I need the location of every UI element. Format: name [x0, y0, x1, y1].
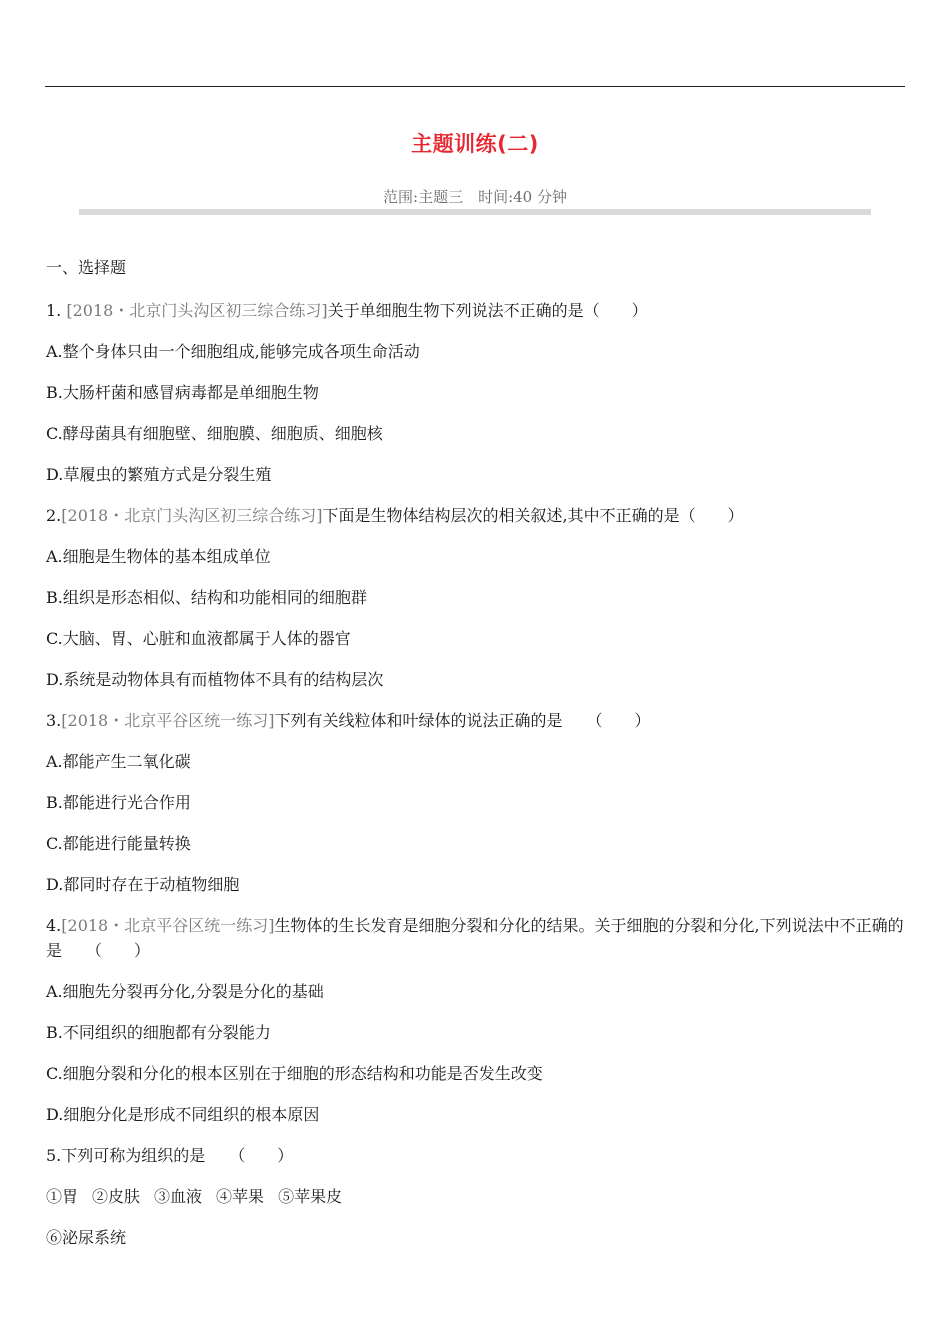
- question-3-option-c: C.都能进行能量转换: [46, 834, 191, 853]
- question-3-stem: [46, 708, 908, 734]
- item-1: ①胃: [46, 1187, 79, 1206]
- question-source: [2018・北京门头沟区初三综合练习]: [66, 301, 328, 320]
- item-2: ②皮肤: [92, 1187, 141, 1206]
- item-4: ④苹果: [216, 1187, 265, 1206]
- question-2-option-a: A.细胞是生物体的基本组成单位: [46, 547, 271, 566]
- question-1-stem: [46, 298, 908, 324]
- question-2-option-b: B.组织是形态相似、结构和功能相同的细胞群: [46, 588, 367, 607]
- question-number: 5.: [46, 1146, 62, 1165]
- question-number: 2.: [46, 506, 62, 525]
- question-number: 1.: [46, 301, 67, 320]
- question-source: [2018・北京平谷区统一练习]: [61, 711, 275, 730]
- question-text: 下面是生物体结构层次的相关叙述,其中不正确的是（ ）: [322, 506, 744, 525]
- question-1-option-a: A.整个身体只由一个细胞组成,能够完成各项生命活动: [46, 342, 420, 361]
- question-text: 下列可称为组织的是 （ ）: [61, 1146, 294, 1165]
- question-3-option-a: A.都能产生二氧化碳: [46, 752, 191, 771]
- question-text: 关于单细胞生物下列说法不正确的是（ ）: [327, 301, 648, 320]
- question-5-items-line2: ⑥泌尿系统: [46, 1228, 127, 1247]
- question-2-option-d: D.系统是动物体具有而植物体不具有的结构层次: [46, 670, 384, 689]
- question-5-stem: [46, 1143, 908, 1169]
- question-number: 4.: [46, 916, 62, 935]
- question-1-option-d: D.草履虫的繁殖方式是分裂生殖: [46, 465, 272, 484]
- question-text: 生物体的生长发育是细胞分裂和分化的结果。关于细胞的分裂和分化,下列说法中不正确的是 （ ）: [46, 916, 904, 960]
- item-3: ③血液: [154, 1187, 203, 1206]
- item-5: ⑤苹果皮: [278, 1187, 343, 1206]
- question-source: [2018・北京平谷区统一练习]: [61, 916, 275, 935]
- header-rule: [45, 86, 905, 87]
- question-source: [2018・北京门头沟区初三综合练习]: [61, 506, 323, 525]
- subtitle-divider: [79, 209, 871, 215]
- question-4-option-d: D.细胞分化是形成不同组织的根本原因: [46, 1105, 320, 1124]
- question-1-option-c: C.酵母菌具有细胞壁、细胞膜、细胞质、细胞核: [46, 424, 383, 443]
- question-4-option-b: B.不同组织的细胞都有分裂能力: [46, 1023, 271, 1042]
- question-list: [46, 255, 908, 1266]
- question-5-items: [46, 1184, 908, 1210]
- question-2-stem: [46, 503, 908, 529]
- question-4-option-a: A.细胞先分裂再分化,分裂是分化的基础: [46, 982, 324, 1001]
- question-number: 3.: [46, 711, 62, 730]
- page-subtitle: 范围:主题三 时间:40 分钟: [383, 188, 567, 206]
- question-3-option-d: D.都同时存在于动植物细胞: [46, 875, 240, 894]
- question-4-option-c: C.细胞分裂和分化的根本区别在于细胞的形态结构和功能是否发生改变: [46, 1064, 543, 1083]
- question-text: 下列有关线粒体和叶绿体的说法正确的是 （ ）: [274, 711, 651, 730]
- question-3-option-b: B.都能进行光合作用: [46, 793, 191, 812]
- question-1-option-b: B.大肠杆菌和感冒病毒都是单细胞生物: [46, 383, 319, 402]
- section-heading: 一、选择题: [46, 258, 127, 277]
- page-title: 主题训练(二): [411, 132, 539, 156]
- question-2-option-c: C.大脑、胃、心脏和血液都属于人体的器官: [46, 629, 351, 648]
- question-4-stem: [46, 913, 908, 963]
